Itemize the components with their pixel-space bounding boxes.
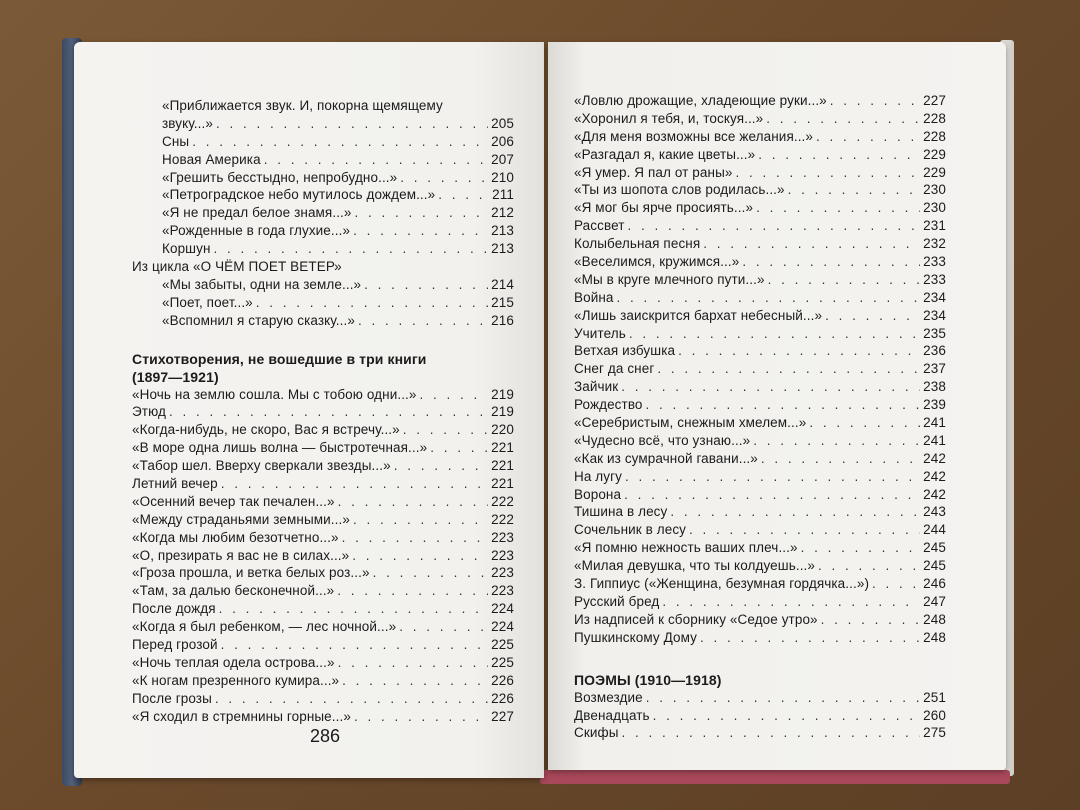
toc-entry-page: 227 [923,93,946,108]
toc-entry [132,690,514,708]
toc-entry-page: 243 [923,504,946,520]
dot-leader [358,312,488,330]
toc-entry [574,289,946,307]
toc-entry [574,128,946,146]
toc-entry-page: 222 [491,511,514,527]
dot-leader [646,689,920,707]
dot-leader [809,414,920,432]
dot-leader [400,169,488,187]
toc-entry-page: 233 [923,271,946,287]
toc-entry [132,204,514,222]
toc-entry [132,457,514,475]
toc-entry-title: «Когда я был ребенком, — лес ночной...» [132,619,397,635]
toc-entry [132,258,514,276]
toc-entry-page: 260 [923,707,946,723]
toc-entry-title: Сны [162,133,190,149]
toc-entry-title: «Рожденные в года глухие...» [162,223,351,239]
dot-leader [756,199,920,217]
toc-entry-title: Летний вечер [132,476,218,492]
dot-leader [700,629,920,647]
toc-entry [132,547,514,565]
dot-leader [753,432,920,450]
toc-entry-title: На лугу [574,468,623,484]
dot-leader [352,547,488,565]
toc-entry-page: 222 [491,493,514,509]
toc-entry-title: «Разгадал я, какие цветы...» [574,146,756,162]
toc-entry-page: 244 [923,522,946,538]
left-page [74,42,544,778]
toc-entry-page: 228 [923,128,946,144]
toc-entry-title: «Табор шел. Вверху сверкали звезды...» [132,458,391,474]
toc-entry-page: 220 [491,422,514,438]
toc-entry-title: «Гроза прошла, и ветка белых роз...» [132,565,370,581]
dot-leader [662,593,920,611]
toc-entry [574,575,946,593]
dot-leader [438,186,489,204]
toc-entry [132,294,514,312]
toc-entry [574,146,946,164]
toc-entry-title: «Веселимся, кружимся...» [574,254,740,270]
toc-entry-page: 221 [491,458,514,474]
toc-entry [132,403,514,421]
toc-entry-title: «Ловлю дрожащие, хладеющие руки...» [574,93,827,108]
toc-entry-page: 215 [491,294,514,310]
toc-entry-page: 251 [923,689,946,705]
dot-leader [768,271,921,289]
dot-leader [788,181,921,199]
poems-entries [574,689,946,743]
dot-leader [192,133,488,151]
dot-leader [342,672,488,690]
dot-leader [761,450,920,468]
toc-entry [132,186,514,204]
dot-leader [624,486,920,504]
toc-entry-page: 236 [923,343,946,359]
toc-entry [574,539,946,557]
dot-leader [353,511,488,529]
toc-entry-title: Скифы [574,725,619,741]
toc-entry-title: «В море одна лишь волна — быстротечная...» [132,440,428,456]
section-heading-uncollected-years: (1897—1921) [132,368,219,385]
toc-entry [574,378,946,396]
toc-entry [574,503,946,521]
toc-entry-title: «Когда-нибудь, не скоро, Вас я встречу...» [132,422,400,438]
toc-entry [132,564,514,582]
dot-leader [621,378,920,396]
toc-entry-page: 225 [491,637,514,653]
toc-entry [132,439,514,457]
dot-leader [420,386,489,404]
toc-entry [574,521,946,539]
toc-entry-title: «О, презирать я вас не в силах...» [132,547,350,563]
toc-entry [574,593,946,611]
toc-entry-page: 223 [491,529,514,545]
toc-entry [574,92,946,110]
toc-entry [132,708,514,726]
toc-entry-title: Учитель [574,325,626,341]
left-toc [132,97,514,726]
toc-entry [132,421,514,439]
toc-entry [132,151,514,169]
toc-entry-page: 226 [491,672,514,688]
toc-entry-title: «Петроградское небо мутилось дождем...» [162,187,436,203]
toc-entry-title: Колыбельная песня [574,236,701,252]
toc-entry-title: Из цикла «О ЧЁМ ПОЕТ ВЕТЕР» [132,259,342,275]
toc-entry-page: 234 [923,289,946,305]
toc-entry-title: Русский бред [574,593,660,609]
toc-entry [132,493,514,511]
toc-entry-title: звуку...» [162,115,213,131]
dot-leader [430,439,488,457]
toc-entry-page: 223 [491,583,514,599]
toc-entry [132,133,514,151]
dot-leader [678,342,920,360]
toc-entry-page: 216 [491,312,514,328]
dot-leader [646,396,921,414]
toc-entry-title: «Приближается звук. И, покорна щемящему [162,98,443,113]
toc-entry-title: «К ногам презренного кумира...» [132,672,340,688]
toc-entry [574,432,946,450]
toc-entry [132,511,514,529]
toc-entry-title: «Чудесно всё, что узнаю...» [574,432,751,448]
toc-entry-title: Из надписей к сборнику «Седое утро» [574,611,818,627]
toc-entry-title: Снег да снег [574,361,655,377]
dot-leader [629,325,920,343]
toc-entry-page: 248 [923,629,946,645]
toc-entry-page: 232 [923,236,946,252]
toc-entry-title: «Я сходил в стремнины горные...» [132,708,351,724]
dot-leader [221,636,489,654]
toc-entry-title: «Серебристым, снежным хмелем...» [574,415,807,431]
toc-entry-title: Сочельник в лесу [574,522,687,538]
toc-entry [132,386,514,404]
toc-entry [574,414,946,432]
toc-entry-title: «Я умер. Я пал от раны» [574,164,733,180]
toc-entry [574,325,946,343]
toc-entry-page: 223 [491,565,514,581]
dot-leader [825,307,920,325]
toc-entry-page: 242 [923,450,946,466]
toc-entry-page: 248 [923,611,946,627]
dot-leader [338,654,489,672]
dot-leader [264,151,488,169]
toc-entry [132,312,514,330]
toc-entry-page: 237 [923,361,946,377]
toc-entry-title: Тишина в лесу [574,504,668,520]
toc-entry-title: Ветхая избушка [574,343,676,359]
toc-entry-page: 231 [923,218,946,234]
toc-entry [132,222,514,240]
dot-leader [216,115,488,133]
toc-entry-page: 239 [923,397,946,413]
toc-entry-page: 229 [923,164,946,180]
dot-leader [338,493,489,511]
toc-entry [574,468,946,486]
toc-entry-title: «Как из сумрачной гавани...» [574,450,758,466]
dot-leader [830,92,920,110]
toc-entry [574,611,946,629]
left-toc-top-entries [132,97,514,330]
toc-entry-page: 235 [923,325,946,341]
toc-entry [132,529,514,547]
dot-leader [622,724,921,742]
toc-entry-title: «Ты из шопота слов родилась...» [574,182,785,198]
toc-entry-page: 211 [492,187,514,203]
page-number: 286 [310,726,341,746]
dot-leader [816,128,920,146]
dot-leader [657,360,920,378]
toc-entry-title: Пушкинскому Дому [574,629,698,645]
toc-entry-page: 246 [923,576,946,592]
toc-entry-title: «Поет, поет...» [162,294,253,310]
toc-entry-page: 247 [923,593,946,609]
toc-entry-title: «Ночь на землю сошла. Мы с тобою одни...» [132,386,417,402]
dot-leader [373,564,489,582]
toc-entry-page: 219 [491,404,514,420]
toc-entry [574,689,946,707]
toc-entry [574,342,946,360]
toc-entry-page: 223 [491,547,514,563]
toc-entry-title: «Мы забыты, одни на земле...» [162,276,362,292]
toc-entry-title: Перед грозой [132,637,218,653]
toc-entry-page: 245 [923,540,946,556]
dot-leader [625,468,920,486]
toc-entry-title: «Вспомнил я старую сказку...» [162,312,355,328]
dot-leader [670,503,920,521]
toc-entry-page: 224 [491,619,514,635]
toc-entry [574,707,946,725]
toc-entry-page: 227 [491,708,514,724]
toc-entry-title: «Лишь заискрится бархат небесный...» [574,307,823,323]
toc-entry-title: «Я мог бы ярче просиять...» [574,200,754,216]
toc-entry [132,672,514,690]
toc-entry [132,475,514,493]
toc-entry-title: Коршун [162,241,211,257]
dot-leader [342,529,489,547]
toc-entry-page: 228 [923,110,946,126]
toc-entry-page: 225 [491,654,514,670]
toc-entry-title: «Милая девушка, что ты колдуешь...» [574,558,816,574]
toc-entry [574,360,946,378]
toc-entry-page: 219 [491,386,514,402]
dot-leader [169,403,488,421]
toc-entry-page: 226 [491,690,514,706]
toc-entry-title: «Хоронил я тебя, и, тоскуя...» [574,110,764,126]
toc-entry-page: 275 [923,725,946,741]
book-cover-bottom-edge [540,770,1010,784]
toc-entry-title: «Для меня возможны все желания...» [574,128,814,144]
toc-entry-title: «Когда мы любим безотчетно...» [132,529,339,545]
toc-entry-title: Ворона [574,486,622,502]
toc-entry-title: «Грешить бесстыдно, непробудно...» [162,169,398,185]
dot-leader [353,222,488,240]
toc-entry-page: 245 [923,558,946,574]
toc-entry-title: З. Гиппиус («Женщина, безумная гордячка...») [574,576,870,592]
toc-entry-page: 230 [923,182,946,198]
toc-entry-page: 241 [923,432,946,448]
toc-entry-title: Рассвет [574,218,625,234]
toc-entry [132,654,514,672]
toc-entry [132,97,514,115]
toc-entry [574,110,946,128]
dot-leader [219,600,489,618]
dot-leader [403,421,488,439]
toc-entry-page: 229 [923,146,946,162]
toc-entry [574,724,946,742]
toc-entry-title: Двенадцать [574,707,650,723]
right-toc [574,92,946,742]
toc-entry-page: 233 [923,254,946,270]
toc-entry-page: 207 [491,151,514,167]
right-page [548,42,1006,770]
toc-entry-title: После грозы [132,690,212,706]
toc-entry-title: «Я не предал белое знамя...» [162,205,352,221]
dot-leader [355,204,489,222]
right-toc-entries [574,92,946,647]
dot-leader [821,611,921,629]
dot-leader [758,146,920,164]
toc-entry [574,253,946,271]
toc-entry-page: 213 [491,223,514,239]
dot-leader [653,707,921,725]
section-heading-poems: ПОЭМЫ (1910—1918) [574,671,722,688]
toc-entry [132,169,514,187]
toc-entry [574,450,946,468]
toc-entry-title: Этюд [132,404,166,420]
toc-entry-page: 206 [491,133,514,149]
toc-entry [132,240,514,258]
dot-leader [394,457,488,475]
dot-leader [872,575,920,593]
toc-entry-page: 213 [491,241,514,257]
toc-entry [132,276,514,294]
toc-entry [132,636,514,654]
dot-leader [801,539,921,557]
dot-leader [256,294,488,312]
dot-leader [214,240,489,258]
toc-entry [574,164,946,182]
dot-leader [735,164,920,182]
dot-leader [617,289,921,307]
toc-entry-page: 224 [491,601,514,617]
toc-entry-page: 230 [923,200,946,216]
toc-entry [574,486,946,504]
toc-entry [574,199,946,217]
toc-entry [574,396,946,414]
toc-entry-title: «Ночь теплая одела острова...» [132,654,335,670]
toc-entry-page: 242 [923,486,946,502]
toc-entry-page: 205 [491,115,514,131]
toc-entry-title: «Осенний вечер так печален...» [132,493,335,509]
toc-entry-page: 242 [923,468,946,484]
toc-entry-title: «Я помню нежность ваших плеч...» [574,540,798,556]
dot-leader [628,217,921,235]
toc-entry [574,217,946,235]
toc-entry-page: 214 [491,276,514,292]
dot-leader [818,557,920,575]
toc-entry [574,271,946,289]
toc-entry-title: «Там, за далью бесконечной...» [132,583,335,599]
toc-entry [574,181,946,199]
dot-leader [215,690,488,708]
dot-leader [766,110,920,128]
toc-entry-page: 221 [491,440,514,456]
toc-entry [132,618,514,636]
toc-entry-title: Зайчик [574,379,619,395]
toc-entry [132,115,514,133]
toc-entry [574,557,946,575]
dot-leader [354,708,488,726]
toc-entry [574,629,946,647]
dot-leader [742,253,920,271]
toc-entry-page: 241 [923,415,946,431]
toc-entry [132,582,514,600]
toc-entry [574,307,946,325]
dot-leader [364,276,488,294]
toc-entry [574,235,946,253]
left-toc-bottom-entries [132,386,514,726]
toc-entry-title: Возмездие [574,689,643,705]
toc-entry-page: 212 [491,205,514,221]
toc-entry-page: 210 [491,169,514,185]
toc-entry-title: «Мы в круге млечного пути...» [574,271,765,287]
toc-entry-page: 238 [923,379,946,395]
toc-entry-page: 234 [923,307,946,323]
dot-leader [689,521,920,539]
toc-entry [132,600,514,618]
dot-leader [337,582,488,600]
toc-entry-title: Рождество [574,397,643,413]
toc-entry-title: «Между страданьями земными...» [132,511,350,527]
section-heading-uncollected: Стихотворения, не вошедшие в три книги [132,350,427,367]
toc-entry-title: После дождя [132,601,216,617]
toc-entry-title: Новая Америка [162,151,261,167]
dot-leader [399,618,488,636]
toc-entry-title: Война [574,289,614,305]
dot-leader [703,235,920,253]
dot-leader [221,475,488,493]
toc-entry-page: 221 [491,476,514,492]
